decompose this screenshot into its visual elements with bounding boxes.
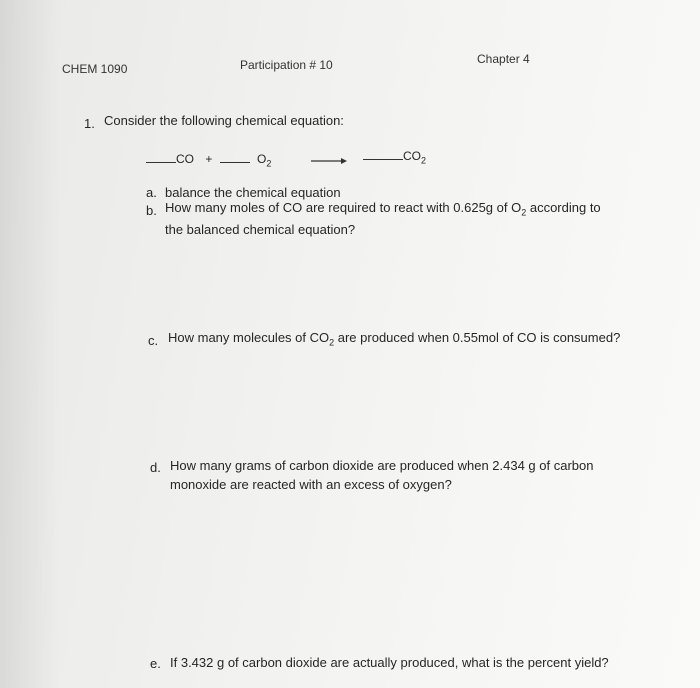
reaction-arrow-icon [311, 156, 347, 166]
question-prompt: Consider the following chemical equation: [104, 113, 344, 128]
coefficient-blank-o2 [220, 150, 250, 163]
part-c-text: How many molecules of $CO_2$ are produced when 0.55mol of CO is consumed? [168, 330, 621, 348]
chapter-label: Chapter 4 [477, 52, 530, 66]
chemical-equation [146, 150, 271, 168]
assignment-title: Participation # 10 [240, 58, 333, 72]
part-e-label: e. [150, 656, 161, 671]
part-a-label: a. [146, 185, 157, 200]
part-c-label: c. [148, 333, 159, 348]
question-number: 1. [84, 116, 95, 131]
coefficient-blank-co2 [363, 147, 403, 160]
reactant-co: CO [176, 152, 194, 166]
part-b-line1: How many moles of CO are required to react with 0.625g of $O_2$ according to [165, 200, 601, 218]
coefficient-blank-co [146, 150, 176, 163]
part-d-line2: monoxide are reacted with an excess of oxygen? [170, 477, 452, 492]
part-e-text: If 3.432 g of carbon dioxide are actually produced, what is the percent yield? [170, 655, 609, 670]
part-d-line1: How many grams of carbon dioxide are produced when 2.434 g of carbon [170, 458, 594, 473]
product-co2: $CO_2$ [403, 149, 427, 166]
reactant-o2: $O_2$ [257, 152, 272, 169]
course-code: CHEM 1090 [62, 62, 128, 76]
part-a-text: balance the chemical equation [165, 185, 341, 200]
page-shadow [0, 0, 60, 688]
part-d-label: d. [150, 460, 161, 475]
plus-sign: + [205, 152, 213, 166]
product-term [363, 147, 426, 165]
part-b-label: b. [146, 203, 157, 218]
part-b-line2: the balanced chemical equation? [165, 222, 356, 237]
